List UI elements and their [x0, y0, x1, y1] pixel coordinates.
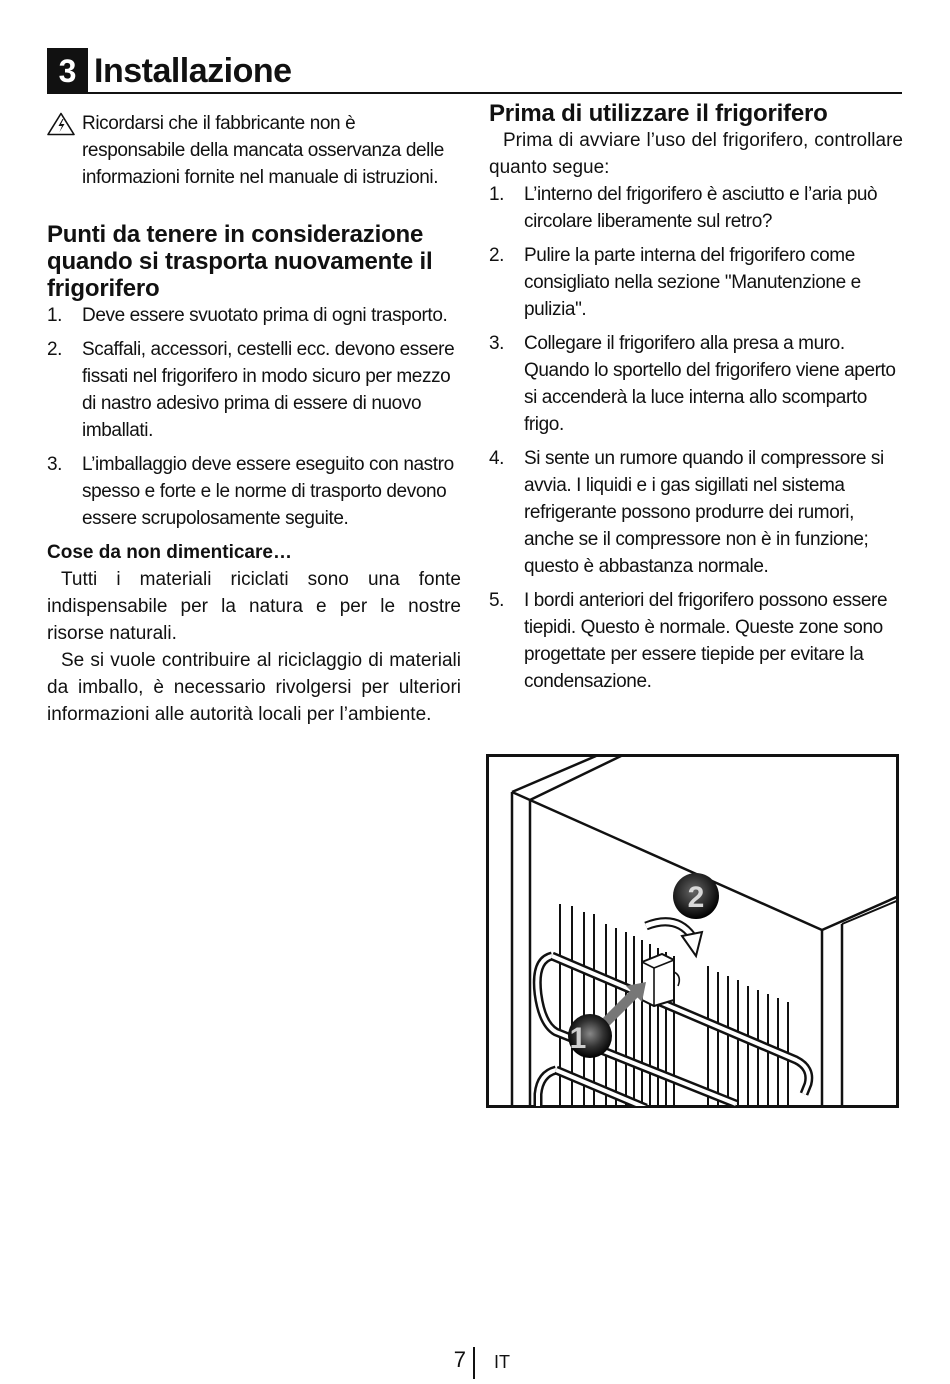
list-item: [489, 445, 903, 580]
cose-heading: Cose da non dimenticare…: [47, 542, 292, 563]
chapter-number: 3: [47, 48, 88, 92]
list-item: [47, 302, 461, 329]
callout-1: [568, 1014, 612, 1058]
warning-note: [47, 110, 461, 191]
transport-steps: [47, 302, 461, 532]
list-number: 1.: [47, 305, 63, 326]
page-footer: [0, 1345, 950, 1375]
list-text: I bordi anteriori del frigorifero possono essere tiepidi. Questo è normale. Queste zone sono progettate per essere tiepide per evitare la condensazione.: [524, 590, 888, 692]
right-column: [489, 100, 903, 702]
list-text: Scaffali, accessori, cestelli ecc. devono essere fissati nel frigorifero in modo sicuro per mezzo di nastro adesivo prima di essere di nuovo imballati.: [82, 339, 455, 441]
list-number: 3.: [47, 454, 63, 475]
list-number: 5.: [489, 590, 505, 611]
fridge-back-spacer-illustration: [486, 754, 899, 1108]
before-use-heading: Prima di utilizzare il frigorifero: [489, 100, 828, 127]
list-text: L’interno del frigorifero è asciutto e l’aria può circolare liberamente sul retro?: [524, 184, 878, 232]
list-item: [47, 336, 461, 444]
list-number: 2.: [47, 339, 63, 360]
svg-text:1: 1: [569, 1022, 587, 1055]
before-use-intro: Prima di avviare l’uso del frigorifero, controllare quanto segue:: [489, 130, 903, 178]
list-item: [489, 181, 903, 235]
list-item: [47, 451, 461, 532]
footer-divider: [473, 1347, 475, 1379]
page-number: 7: [453, 1347, 466, 1372]
callout-2: [673, 873, 719, 919]
list-number: 4.: [489, 448, 505, 469]
cose-paragraph-1: Tutti i materiali riciclati sono una fonte indispensabile per la natura e per le nostre risorse naturali.: [47, 569, 461, 644]
before-use-steps: [489, 181, 903, 695]
list-text: Collegare il frigorifero alla presa a muro. Quando lo sportello del frigorifero viene aperto si accenderà la luce interna allo scomparto frigo.: [524, 333, 896, 435]
spacer-part: [642, 954, 679, 1006]
warning-text: Ricordarsi che il fabbricante non è responsabile della mancata osservanza delle informazioni fornite nel manuale di istruzioni.: [82, 113, 444, 188]
list-item: [489, 242, 903, 323]
list-number: 3.: [489, 333, 505, 354]
list-number: 2.: [489, 245, 505, 266]
svg-text:2: 2: [687, 881, 705, 914]
transport-heading: Punti da tenere in considerazione quando si trasporta nuovamente il frigorifero: [47, 221, 433, 302]
cose-paragraph-2: Se si vuole contribuire al riciclaggio di materiali da imballo, è necessario rivolgersi per ulteriori informazioni alle autorità locali per l’ambiente.: [47, 650, 461, 725]
list-text: Pulire la parte interna del frigorifero come consigliato nella sezione "Manutenzione e pulizia".: [524, 245, 861, 320]
list-text: Deve essere svuotato prima di ogni trasporto.: [82, 305, 448, 326]
left-column: [47, 110, 461, 728]
list-item: [489, 587, 903, 695]
chapter-title: Installazione: [94, 52, 292, 90]
list-number: 1.: [489, 184, 505, 205]
language-code: IT: [494, 1352, 510, 1372]
list-item: [489, 330, 903, 438]
warning-icon: [47, 112, 75, 136]
list-text: L’imballaggio deve essere eseguito con nastro spesso e forte e le norme di trasporto devono essere scrupolosamente seguite.: [82, 454, 454, 529]
chapter-header: [47, 48, 902, 94]
list-text: Si sente un rumore quando il compressore si avvia. I liquidi e i gas sigillati nel sistema refrigerante possono produrre dei rumori, anche se il compressore non è in funzione; questo è abbastanza normale.: [524, 448, 884, 577]
